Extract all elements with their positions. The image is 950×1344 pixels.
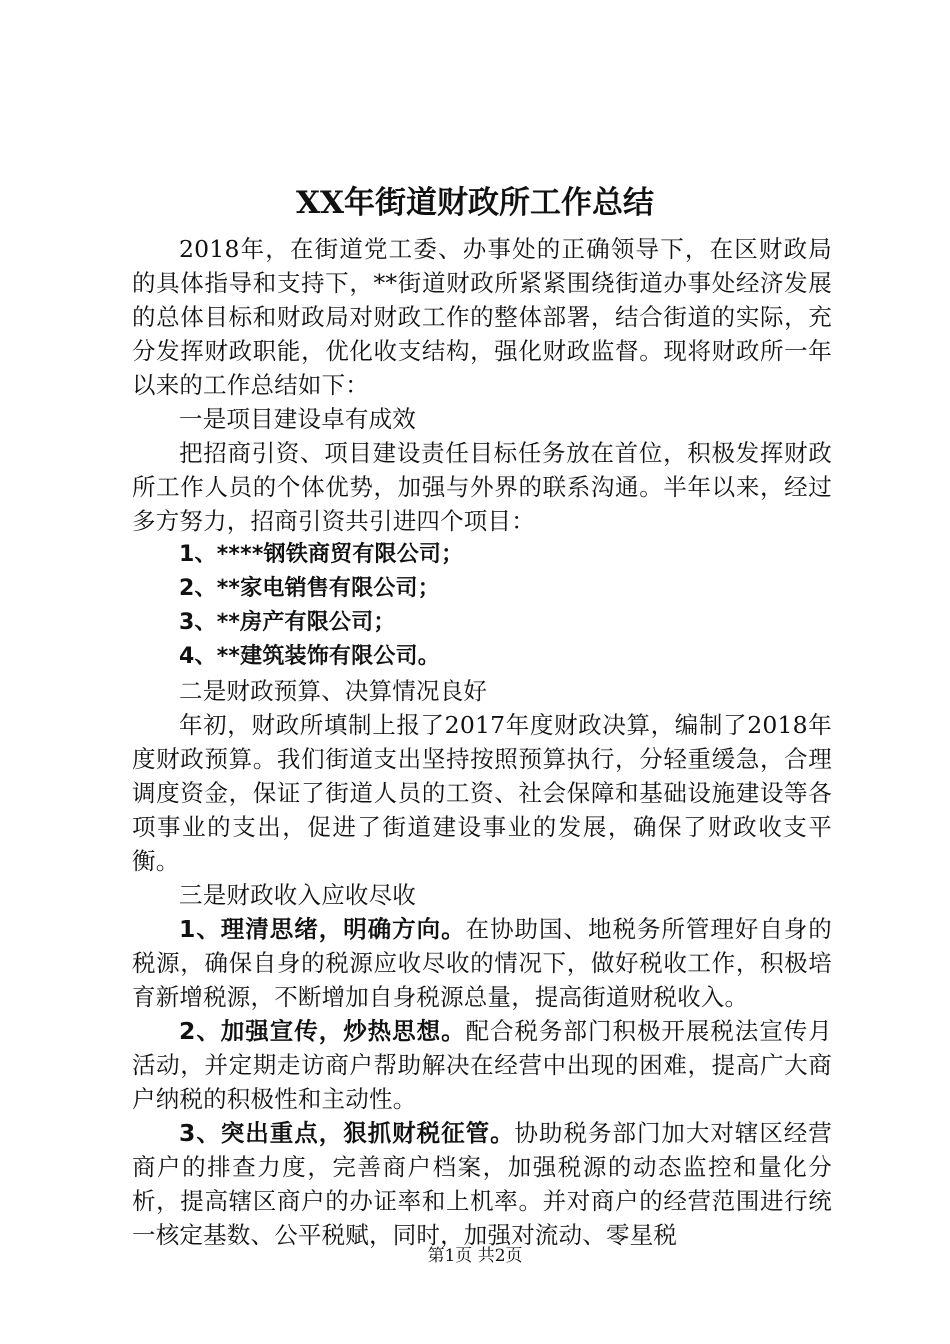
document-body bbox=[132, 232, 832, 1252]
measure-text: 协助税务部门加大对辖区经营商户的排查力度，完善商户档案，加强税源的动态监控和量化分析，提高辖区商户的办证率和上机率。并对商户的经营范围进行统一核定基数、公平税赋，同时，加强对流动、零星税 bbox=[132, 1119, 832, 1249]
project-item: 2、**家电销售有限公司； bbox=[179, 576, 440, 601]
measure-text: 配合税务部门积极开展税法宣传月活动，并定期走访商户帮助解决在经营中出现的困难，提高广大商户纳税的积极性和主动性。 bbox=[132, 1017, 832, 1113]
measure-text: 在协助国、地税务所管理好自身的税源，确保自身的税源应收尽收的情况下，做好税收工作，积极培育新增税源，不断增加自身税源总量，提高街道财税收入。 bbox=[132, 915, 832, 1011]
section-heading-3: 三是财政收入应收尽收 bbox=[179, 881, 416, 909]
document-title: XX年街道财政所工作总结 bbox=[295, 185, 655, 221]
measure-lead: 1、理清思绪，明确方向。 bbox=[179, 915, 466, 943]
intro-paragraph: 2018年，在街道党工委、办事处的正确领导下，在区财政局的具体指导和支持下，**街道财政所紧紧围绕街道办事处经济发展的总体目标和财政局对财政工作的整体部署，结合街道的实际，充分发挥财政职能，优化收支结构，强化财政监督。现将财政所一年以来的工作总结如下： bbox=[132, 235, 832, 399]
measure-lead: 3、突出重点，狠抓财税征管。 bbox=[179, 1119, 515, 1147]
measure-paragraph bbox=[132, 1116, 832, 1252]
measure-paragraph bbox=[132, 912, 832, 1014]
section-heading-2: 二是财政预算、决算情况良好 bbox=[179, 677, 488, 705]
project-item: 1、****钢铁商贸有限公司； bbox=[179, 542, 464, 567]
section-paragraph-2: 年初，财政所填制上报了2017年度财政决算，编制了2018年度财政预算。我们街道支出坚持按照预算执行，分轻重缓急，合理调度资金，保证了街道人员的工资、社会保障和基础设施建设等各项事业的支出，促进了街道建设事业的发展，确保了财政收支平衡。 bbox=[132, 711, 832, 875]
section-heading-1: 一是项目建设卓有成效 bbox=[179, 405, 416, 433]
project-item: 3、**房产有限公司； bbox=[179, 610, 396, 635]
section-paragraph-1: 把招商引资、项目建设责任目标任务放在首位，积极发挥财政所工作人员的个体优势，加强与外界的联系沟通。半年以来，经过多方努力，招商引资共引进四个项目： bbox=[132, 439, 832, 535]
project-item: 4、**建筑装饰有限公司。 bbox=[179, 644, 440, 669]
page-footer: 第1页 共2页 bbox=[427, 1246, 523, 1266]
measure-lead: 2、加强宣传，炒热思想。 bbox=[179, 1017, 466, 1045]
measure-paragraph bbox=[132, 1014, 832, 1116]
